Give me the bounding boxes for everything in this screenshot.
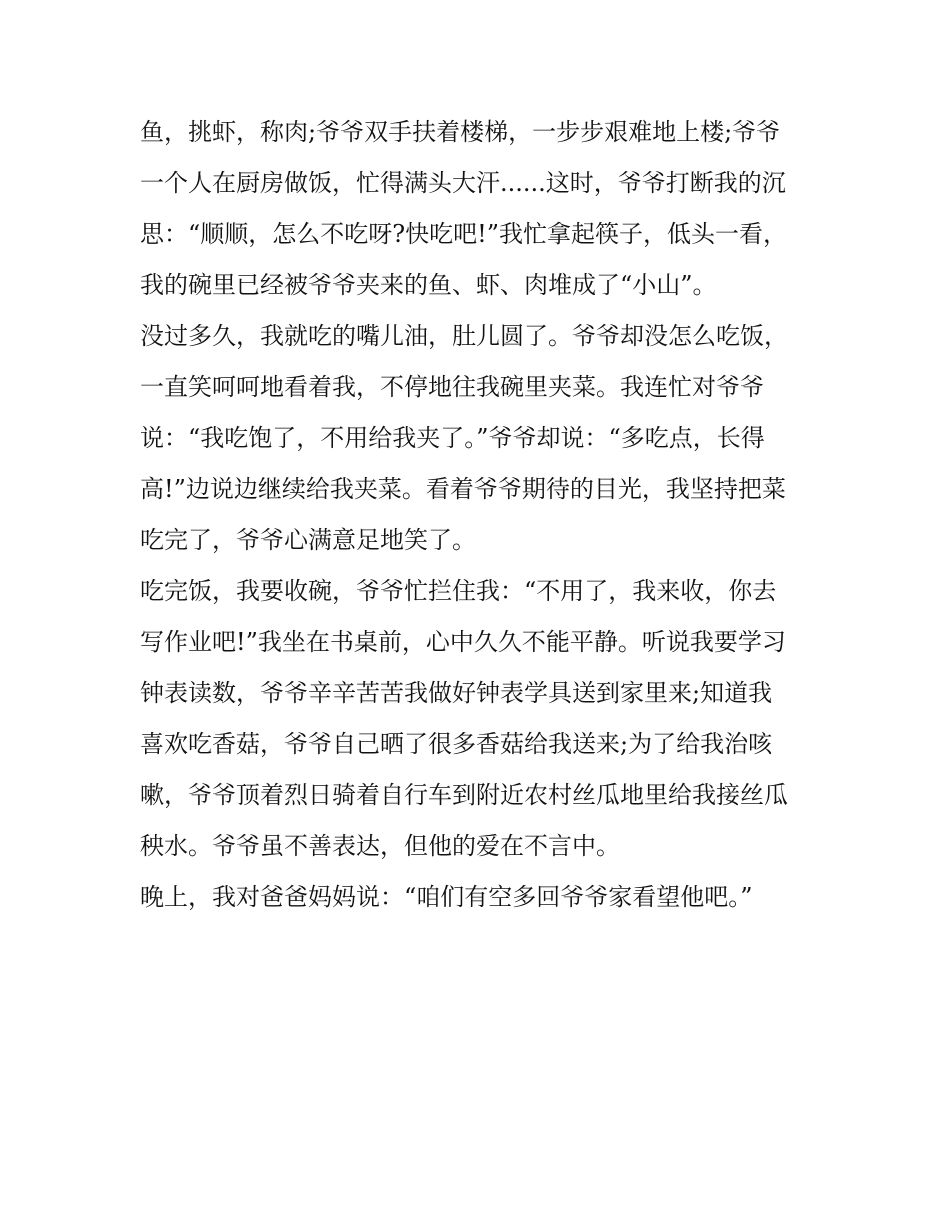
text-line: 没过多久，我就吃的嘴儿油，肚儿圆了。爷爷却没怎么吃饭， — [140, 322, 788, 350]
text-line: 一直笑呵呵地看着我，不停地往我碗里夹菜。我连忙对爷爷 — [140, 373, 764, 401]
text-line: 写作业吧!”我坐在书桌前，心中久久不能平静。听说我要学习 — [140, 628, 786, 656]
text-line: 嗽，爷爷顶着烈日骑着自行车到附近农村丝瓜地里给我接丝瓜 — [140, 781, 788, 809]
text-line: 我的碗里已经被爷爷夹来的鱼、虾、肉堆成了“小山”。 — [140, 271, 717, 299]
text-line: 吃完了，爷爷心满意足地笑了。 — [140, 526, 476, 554]
text-line: 晚上，我对爸爸妈妈说：“咱们有空多回爷爷家看望他吧。” — [140, 883, 753, 911]
body-text — [140, 107, 830, 923]
text-line: 说：“我吃饱了，不用给我夹了。”爷爷却说：“多吃点，长得 — [140, 424, 765, 452]
text-line: 钟表读数，爷爷辛辛苦苦我做好钟表学具送到家里来;知道我 — [140, 679, 773, 707]
text-line: 喜欢吃香菇，爷爷自己晒了很多香菇给我送来;为了给我治咳 — [140, 730, 773, 758]
text-line: 吃完饭，我要收碗，爷爷忙拦住我：“不用了，我来收，你去 — [140, 577, 777, 605]
text-line: 秧水。爷爷虽不善表达，但他的爱在不言中。 — [140, 832, 620, 860]
text-line: 思：“顺顺，怎么不吃呀?快吃吧!”我忙拿起筷子，低头一看， — [140, 220, 788, 248]
text-line: 一个人在厨房做饭，忙得满头大汗......这时，爷爷打断我的沉 — [140, 169, 786, 197]
text-line: 鱼，挑虾，称肉;爷爷双手扶着楼梯，一步步艰难地上楼;爷爷 — [140, 118, 781, 146]
text-line: 高!”边说边继续给我夹菜。看着爷爷期待的目光，我坚持把菜 — [140, 475, 786, 503]
